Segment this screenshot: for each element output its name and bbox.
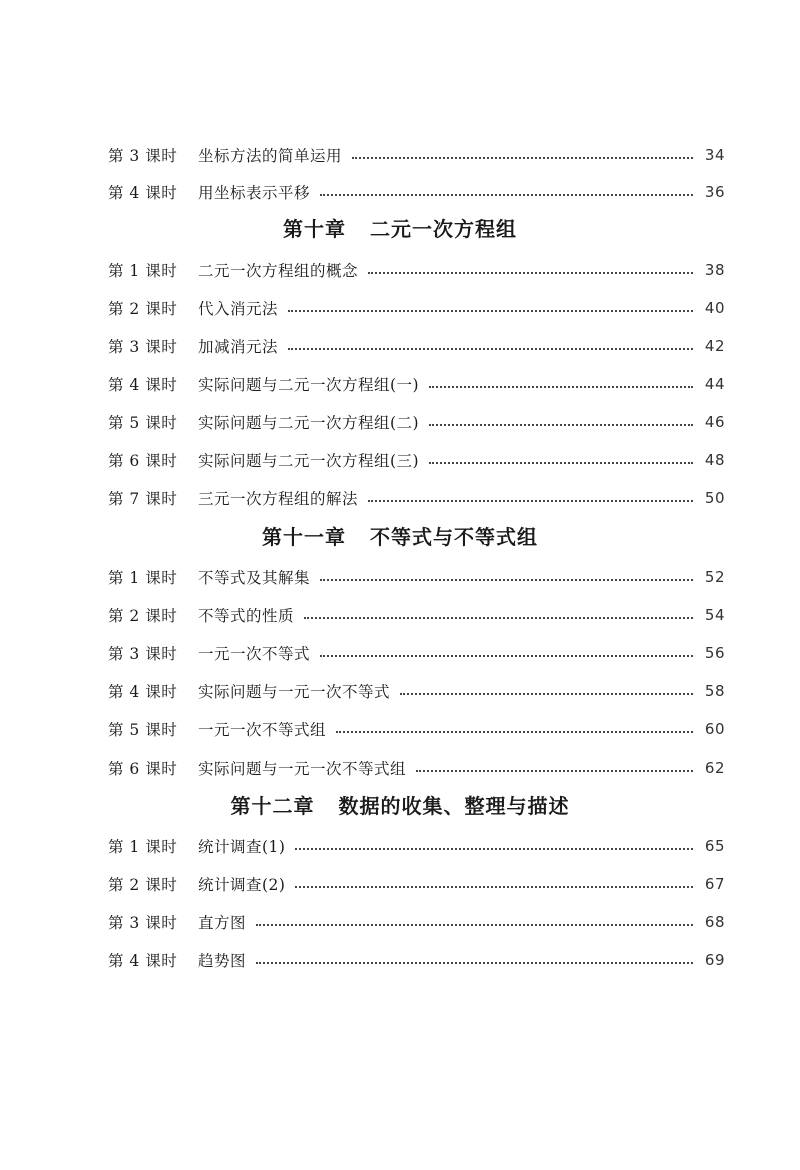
toc-entry[interactable] xyxy=(108,754,725,782)
dot-leader xyxy=(295,848,693,850)
lesson-label: 第 5 课时 xyxy=(108,721,178,739)
lesson-label: 第 5 课时 xyxy=(108,414,178,432)
page-number: 60 xyxy=(704,720,725,738)
dot-leader xyxy=(429,462,693,464)
dot-leader xyxy=(368,500,693,502)
page-number: 38 xyxy=(704,261,725,279)
chapter-heading[interactable] xyxy=(0,214,800,244)
lesson-label: 第 3 课时 xyxy=(108,645,178,663)
dot-leader xyxy=(416,770,693,772)
dot-leader xyxy=(320,655,693,657)
dot-leader xyxy=(295,886,693,888)
page-number: 65 xyxy=(704,837,725,855)
dot-leader xyxy=(429,424,693,426)
lesson-title: 三元一次方程组的解法 xyxy=(198,490,359,508)
page-number: 50 xyxy=(704,489,725,507)
lesson-label: 第 7 课时 xyxy=(108,490,178,508)
lesson-label: 第 6 课时 xyxy=(108,760,178,778)
page-number: 44 xyxy=(704,375,725,393)
lesson-title: 实际问题与二元一次方程组(一) xyxy=(198,376,420,394)
lesson-label: 第 2 课时 xyxy=(108,876,178,894)
lesson-title: 一元一次不等式组 xyxy=(198,721,327,739)
dot-leader xyxy=(352,157,693,159)
lesson-label: 第 4 课时 xyxy=(108,952,178,970)
dot-leader xyxy=(288,348,693,350)
lesson-title: 坐标方法的简单运用 xyxy=(198,147,343,165)
toc-entry[interactable] xyxy=(108,408,725,436)
toc-entry[interactable] xyxy=(108,908,725,936)
lesson-title: 不等式的性质 xyxy=(198,607,295,625)
page-number: 67 xyxy=(704,875,725,893)
toc-entry[interactable] xyxy=(108,178,725,206)
toc-entry[interactable] xyxy=(108,715,725,743)
toc-entry[interactable] xyxy=(108,370,725,398)
lesson-title: 不等式及其解集 xyxy=(198,569,311,587)
dot-leader xyxy=(256,924,693,926)
toc-entry[interactable] xyxy=(108,677,725,705)
lesson-label: 第 3 课时 xyxy=(108,147,178,165)
lesson-label: 第 1 课时 xyxy=(108,569,178,587)
toc-entry[interactable] xyxy=(108,141,725,169)
page-number: 40 xyxy=(704,299,725,317)
toc-entry[interactable] xyxy=(108,256,725,284)
lesson-title: 代入消元法 xyxy=(198,300,279,318)
dot-leader xyxy=(288,310,693,312)
chapter-title: 数据的收集、整理与描述 xyxy=(338,794,570,818)
lesson-title: 直方图 xyxy=(198,914,247,932)
lesson-title: 实际问题与二元一次方程组(二) xyxy=(198,414,420,432)
lesson-title: 趋势图 xyxy=(198,952,247,970)
toc-entry[interactable] xyxy=(108,563,725,591)
lesson-label: 第 3 课时 xyxy=(108,914,178,932)
chapter-title: 不等式与不等式组 xyxy=(370,525,538,549)
lesson-label: 第 4 课时 xyxy=(108,683,178,701)
chapter-number: 第十二章 xyxy=(230,794,315,818)
dot-leader xyxy=(320,579,693,581)
toc-entry[interactable] xyxy=(108,639,725,667)
lesson-title: 实际问题与二元一次方程组(三) xyxy=(198,452,420,470)
page-number: 69 xyxy=(704,951,725,969)
lesson-title: 实际问题与一元一次不等式 xyxy=(198,683,391,701)
lesson-title: 一元一次不等式 xyxy=(198,645,311,663)
page-number: 54 xyxy=(704,606,725,624)
lesson-title: 加减消元法 xyxy=(198,338,279,356)
dot-leader xyxy=(368,272,693,274)
lesson-label: 第 6 课时 xyxy=(108,452,178,470)
page-number: 68 xyxy=(704,913,725,931)
lesson-title: 用坐标表示平移 xyxy=(198,184,311,202)
toc-entry[interactable] xyxy=(108,601,725,629)
dot-leader xyxy=(304,617,693,619)
lesson-title: 统计调查(2) xyxy=(198,876,286,894)
chapter-number: 第十章 xyxy=(283,217,346,241)
page-number: 58 xyxy=(704,682,725,700)
page-number: 46 xyxy=(704,413,725,431)
page-number: 52 xyxy=(704,568,725,586)
toc-entry[interactable] xyxy=(108,870,725,898)
page-number: 42 xyxy=(704,337,725,355)
dot-leader xyxy=(336,731,693,733)
lesson-title: 统计调查(1) xyxy=(198,838,286,856)
chapter-title: 二元一次方程组 xyxy=(370,217,517,241)
page-number: 34 xyxy=(704,146,725,164)
dot-leader xyxy=(429,386,693,388)
toc-entry[interactable] xyxy=(108,484,725,512)
lesson-label: 第 4 课时 xyxy=(108,184,178,202)
dot-leader xyxy=(256,962,693,964)
lesson-title: 实际问题与一元一次不等式组 xyxy=(198,760,407,778)
lesson-label: 第 3 课时 xyxy=(108,338,178,356)
toc-entry[interactable] xyxy=(108,332,725,360)
lesson-title: 二元一次方程组的概念 xyxy=(198,262,359,280)
chapter-number: 第十一章 xyxy=(262,525,346,549)
lesson-label: 第 1 课时 xyxy=(108,262,178,280)
toc-entry[interactable] xyxy=(108,832,725,860)
page-number: 56 xyxy=(704,644,725,662)
dot-leader xyxy=(320,194,693,196)
page-number: 48 xyxy=(704,451,725,469)
page-number: 36 xyxy=(704,183,725,201)
toc-entry[interactable] xyxy=(108,946,725,974)
lesson-label: 第 2 课时 xyxy=(108,607,178,625)
lesson-label: 第 1 课时 xyxy=(108,838,178,856)
toc-entry[interactable] xyxy=(108,294,725,322)
lesson-label: 第 2 课时 xyxy=(108,300,178,318)
chapter-heading[interactable] xyxy=(0,791,800,821)
lesson-label: 第 4 课时 xyxy=(108,376,178,394)
toc-entry[interactable] xyxy=(108,446,725,474)
dot-leader xyxy=(400,693,693,695)
chapter-heading[interactable] xyxy=(0,522,800,552)
page-number: 62 xyxy=(704,759,725,777)
